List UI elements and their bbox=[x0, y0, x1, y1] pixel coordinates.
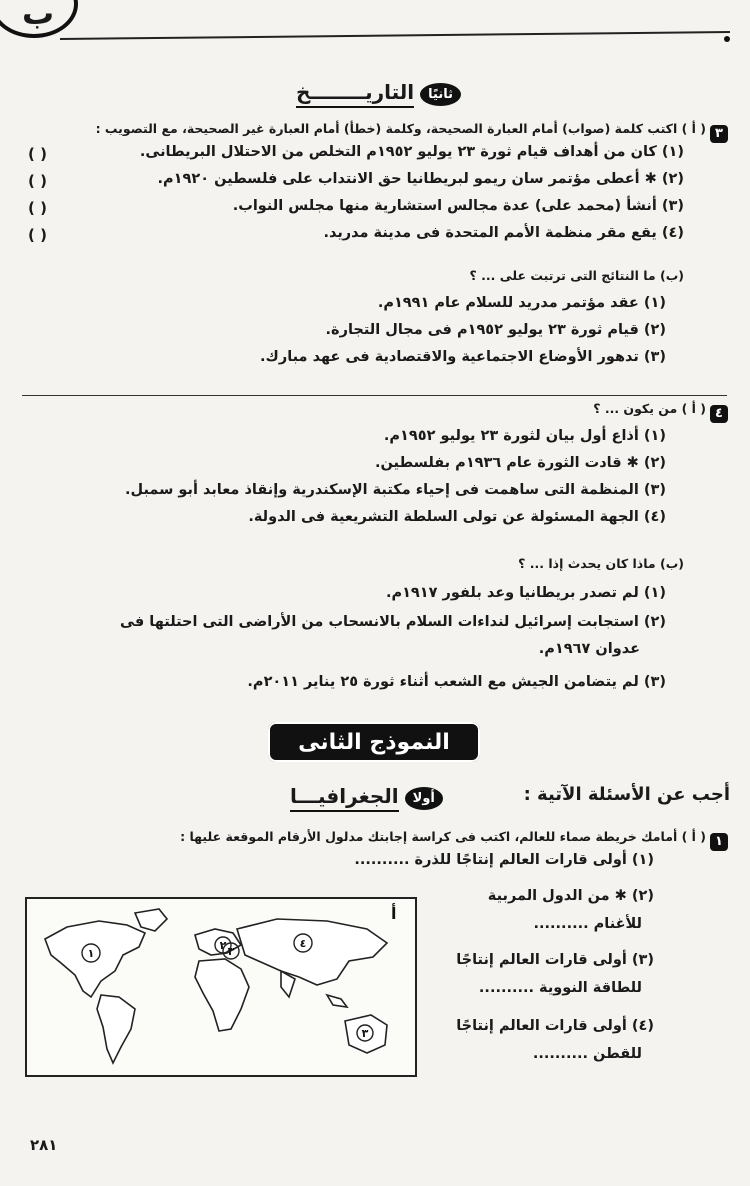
q3-part-b bbox=[84, 268, 684, 388]
map-marker-1-label: ١ bbox=[87, 947, 95, 960]
q3-answer-blank-1: ( ) bbox=[28, 145, 47, 163]
answer-instruction: أجب عن الأسئلة الآتية : bbox=[523, 784, 730, 805]
q3-b-item-2: (٢) قيام ثورة ٢٣ يوليو ١٩٥٢م فى مجال التجارة. bbox=[325, 322, 666, 338]
map-marker-4-label: ٤ bbox=[299, 937, 307, 950]
model-two-title: النموذج الثانى bbox=[268, 722, 480, 762]
q3-item-4: (٤) يقع مقر منظمة الأمم المتحدة فى مدينة مدريد. bbox=[323, 225, 684, 241]
q4-part-a-lead: ( أ ) من يكون ... ؟ bbox=[593, 401, 706, 416]
publisher-logo-letter: ب bbox=[22, 0, 55, 32]
q4-part-b-lead: (ب) ماذا كان يحدث إذا ... ؟ bbox=[518, 556, 684, 571]
history-badge: ثانيًا bbox=[420, 83, 461, 106]
world-map bbox=[25, 897, 417, 1077]
q3-item-2: (٢) ✱ أعطى مؤتمر سان ريمو لبريطانيا حق الانتداب على فلسطين ١٩٢٠م. bbox=[157, 171, 684, 187]
geo-q1-lead: ( أ ) أمامك خريطة صماء للعالم، اكتب فى كراسة إجابتك مدلول الأرقام الموقعة عليها : bbox=[180, 829, 706, 844]
geo-q1-item-1: (١) أولى قارات العالم إنتاجًا للذرة .......... bbox=[354, 852, 654, 868]
geography-section-heading bbox=[290, 784, 443, 812]
map-north-mark: أ bbox=[391, 904, 397, 923]
q4-b-item-1: (١) لم تصدر بريطانيا وعد بلفور ١٩١٧م. bbox=[385, 585, 666, 601]
map-marker-2-label: ٢ bbox=[219, 939, 227, 952]
geo-q1-item-4-cont: للقطن .......... bbox=[532, 1046, 642, 1062]
q4-item-4: (٤) الجهة المسئولة عن تولى السلطة التشريعية فى الدولة. bbox=[248, 509, 666, 525]
q3-answer-blank-2: ( ) bbox=[28, 172, 47, 190]
geography-title: الجغرافيـــا bbox=[290, 784, 399, 812]
map-marker-5-label: ٣ bbox=[361, 1027, 369, 1040]
q4-part-b bbox=[24, 556, 684, 706]
section-divider bbox=[22, 395, 727, 396]
q4-b-item-2-cont: عدوان ١٩٦٧م. bbox=[538, 641, 640, 657]
geo-q1-item-3: (٣) أولى قارات العالم إنتاجًا bbox=[456, 952, 654, 968]
world-map-drawing bbox=[27, 899, 415, 1075]
map-north-america bbox=[45, 921, 145, 997]
map-asia bbox=[237, 919, 387, 985]
q4-item-2: (٢) ✱ قادت الثورة عام ١٩٣٦م بفلسطين. bbox=[374, 455, 666, 471]
q3-part-b-lead: (ب) ما النتائج التى ترتبت على ... ؟ bbox=[469, 268, 684, 283]
q4-item-1: (١) أذاع أول بيان لثورة ٢٣ يوليو ١٩٥٢م. bbox=[383, 428, 666, 444]
q3-answer-blank-3: ( ) bbox=[28, 199, 47, 217]
q3-b-item-1: (١) عقد مؤتمر مدريد للسلام عام ١٩٩١م. bbox=[377, 295, 666, 311]
geo-q1-item-4: (٤) أولى قارات العالم إنتاجًا bbox=[456, 1018, 654, 1034]
q4-b-item-3: (٣) لم يتضامن الجيش مع الشعب أثناء ثورة ٢٥ يناير ٢٠١١م. bbox=[247, 674, 666, 690]
page-number: ٢٨١ bbox=[30, 1136, 58, 1154]
map-marker-3-label: ٣ bbox=[227, 945, 235, 958]
q4-block bbox=[16, 401, 706, 551]
history-title: التاريــــــــخ bbox=[296, 80, 414, 108]
q3-item-3: (٣) أنشأ (محمد على) عدة مجالس استشارية منها مجلس النواب. bbox=[232, 198, 684, 214]
geo-q1-item-2: (٢) ✱ من الدول المربية bbox=[487, 888, 654, 904]
map-africa bbox=[195, 959, 249, 1031]
geo-q1-number-badge: ١ bbox=[710, 830, 728, 851]
q3-part-a-lead: ( أ ) اكتب كلمة (صواب) أمام العبارة الصحيحة، وكلمة (خطأ) أمام العبارة غير الصحيحة، مع التصويب : bbox=[95, 121, 706, 136]
map-islands bbox=[327, 995, 347, 1007]
header-rule bbox=[60, 31, 730, 40]
geo-q1-item-3-cont: للطاقة النووية .......... bbox=[478, 980, 642, 996]
history-section-heading bbox=[296, 80, 461, 108]
map-south-america bbox=[97, 995, 135, 1063]
q3-number-badge: ٣ bbox=[710, 122, 728, 143]
q3-item-1: (١) كان من أهداف قيام ثورة ٢٣ يوليو ١٩٥٢م التخلص من الاحتلال البريطانى. bbox=[139, 144, 684, 160]
q4-b-item-2: (٢) استجابت إسرائيل لنداءات السلام بالانسحاب من الأراضى التى احتلتها فى bbox=[120, 614, 666, 630]
q3-answer-blank-4: ( ) bbox=[28, 226, 47, 244]
q4-number-badge: ٤ bbox=[710, 402, 728, 423]
map-greenland bbox=[135, 909, 167, 931]
header-rule-dot bbox=[724, 36, 730, 42]
q4-item-3: (٣) المنظمة التى ساهمت فى إحياء مكتبة الإسكندرية وإنقاذ معابد أبو سمبل. bbox=[125, 482, 666, 498]
geo-q1-item-2-cont: للأغنام .......... bbox=[533, 916, 642, 932]
q3-b-item-3: (٣) تدهور الأوضاع الاجتماعية والاقتصادية فى عهد مبارك. bbox=[260, 349, 666, 365]
geography-badge: أولا bbox=[405, 787, 443, 810]
